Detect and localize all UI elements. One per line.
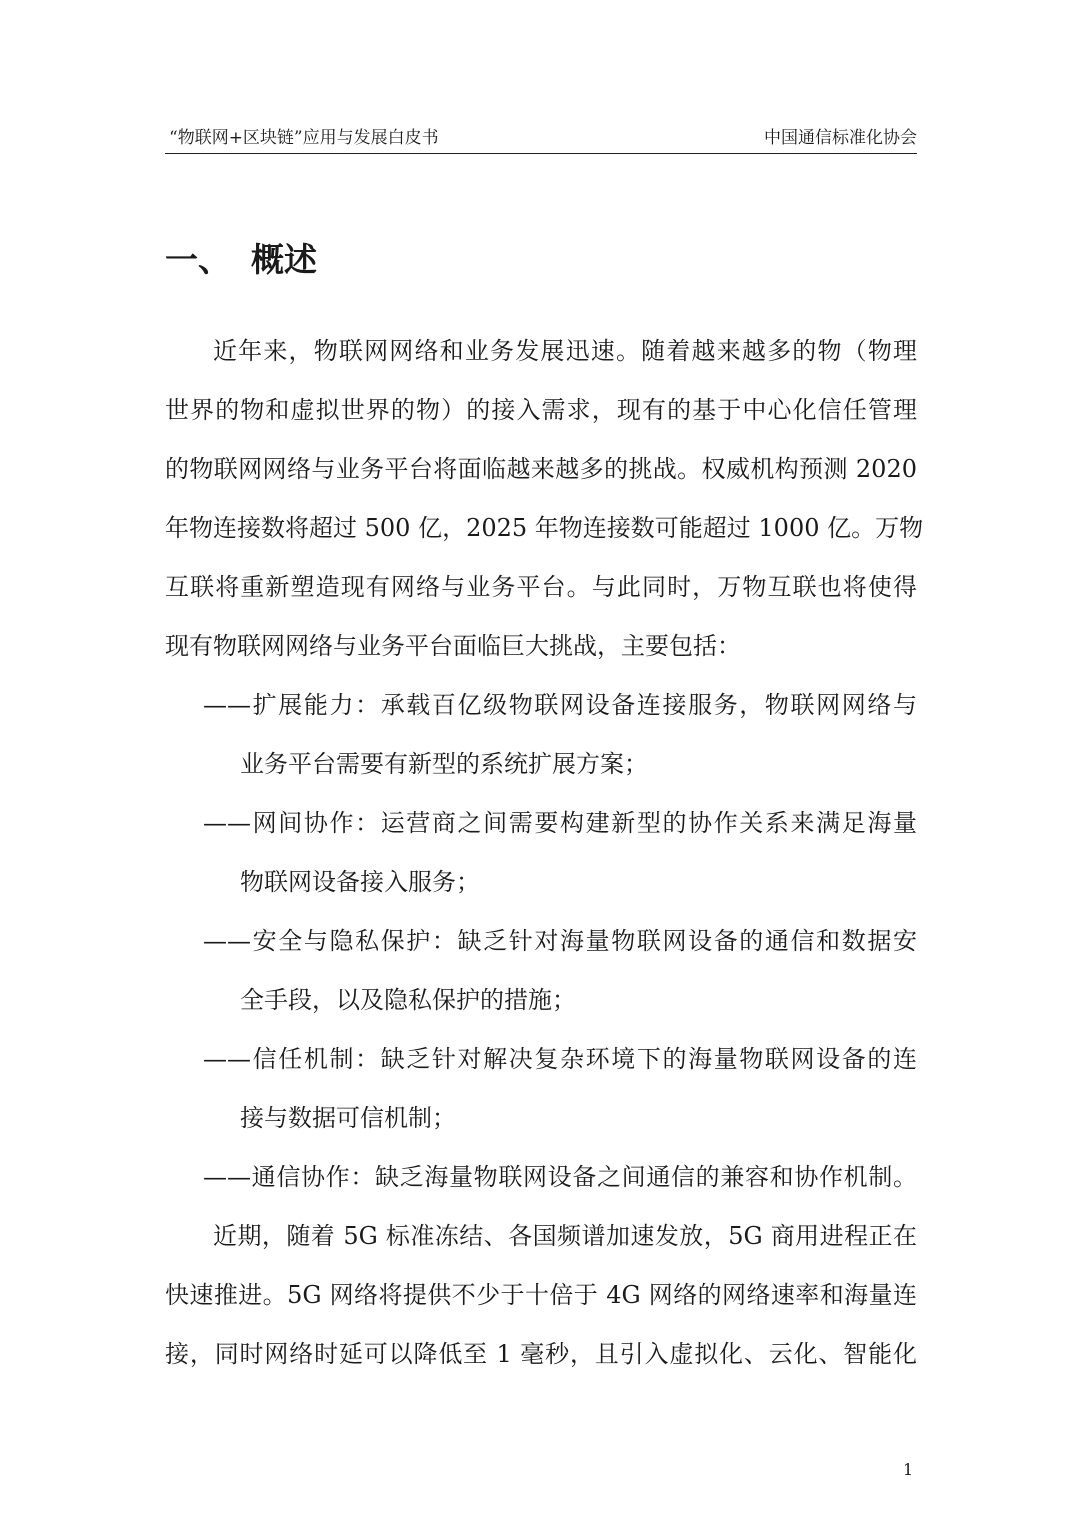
list-item: ——信任机制：缺乏针对解决复杂环境下的海量物联网设备的连 <box>203 1045 917 1073</box>
page-number: 1 <box>903 1460 914 1479</box>
list-item: ——通信协作：缺乏海量物联网设备之间通信的兼容和协作机制。 <box>203 1163 917 1191</box>
paragraph-line: 接，同时网络时延可以降低至 1 毫秒，且引入虚拟化、云化、智能化 <box>165 1340 917 1368</box>
list-item-continuation: 全手段，以及隐私保护的措施； <box>240 986 576 1014</box>
section-heading <box>165 238 317 282</box>
list-item: ——网间协作：运营商之间需要构建新型的协作关系来满足海量 <box>203 809 917 837</box>
header-organization: 中国通信标准化协会 <box>764 128 917 148</box>
paragraph-line: 年物连接数将超过 500 亿，2025 年物连接数可能超过 1000 亿。万物 <box>165 514 924 542</box>
list-item-continuation: 业务平台需要有新型的系统扩展方案； <box>240 750 648 778</box>
paragraph-line: 的物联网网络与业务平台将面临越来越多的挑战。权威机构预测 2020 <box>165 455 917 483</box>
list-item: ——扩展能力：承载百亿级物联网设备连接服务，物联网网络与 <box>203 691 917 719</box>
section-title: 概述 <box>251 240 317 279</box>
paragraph-line: 近期，随着 5G 标准冻结、各国频谱加速发放，5G 商用进程正在 <box>213 1222 917 1250</box>
list-item: ——安全与隐私保护：缺乏针对海量物联网设备的通信和数据安 <box>203 927 917 955</box>
list-item-continuation: 接与数据可信机制； <box>240 1104 456 1132</box>
paragraph-line: 现有物联网网络与业务平台面临巨大挑战，主要包括： <box>165 632 741 660</box>
list-item-continuation: 物联网设备接入服务； <box>240 868 480 896</box>
paragraph-line: 快速推进。5G 网络将提供不少于十倍于 4G 网络的网络速率和海量连 <box>165 1281 917 1309</box>
page-header <box>165 125 917 154</box>
section-number: 一、 <box>165 240 231 279</box>
header-document-title: “物联网+区块链”应用与发展白皮书 <box>169 128 439 148</box>
paragraph-line: 世界的物和虚拟世界的物）的接入需求，现有的基于中心化信任管理 <box>165 396 917 424</box>
paragraph-line: 近年来，物联网网络和业务发展迅速。随着越来越多的物（物理 <box>213 337 917 365</box>
paragraph-line: 互联将重新塑造现有网络与业务平台。与此同时，万物互联也将使得 <box>165 573 917 601</box>
